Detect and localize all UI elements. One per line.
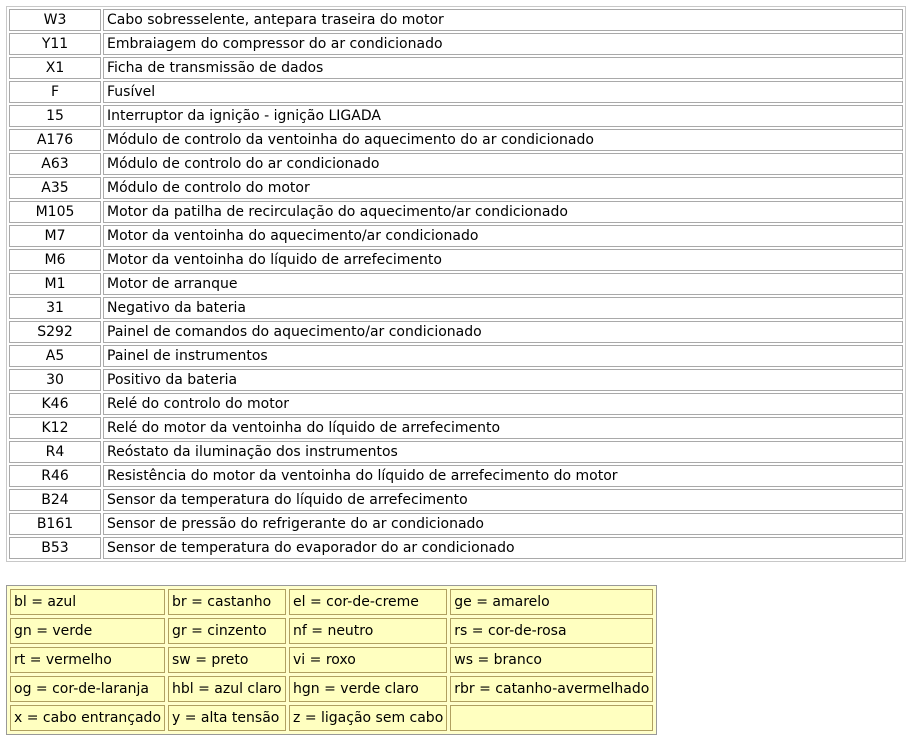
table-row (9, 441, 903, 463)
table-row (9, 9, 903, 31)
legend-row (10, 705, 653, 731)
component-description: Módulo de controlo do ar condicionado (103, 153, 903, 175)
component-code: M7 (9, 225, 101, 247)
table-row (9, 321, 903, 343)
legend-cell: rbr = catanho-avermelhado (450, 676, 653, 702)
table-row (9, 345, 903, 367)
component-description: Motor de arranque (103, 273, 903, 295)
legend-cell: rt = vermelho (10, 647, 165, 673)
component-description: Cabo sobresselente, antepara traseira do motor (103, 9, 903, 31)
table-row (9, 225, 903, 247)
component-code: A5 (9, 345, 101, 367)
component-code: M6 (9, 249, 101, 271)
component-code: B24 (9, 489, 101, 511)
legend-cell: gn = verde (10, 618, 165, 644)
component-code: R4 (9, 441, 101, 463)
legend-row (10, 589, 653, 615)
legend-body (10, 589, 653, 731)
component-description: Painel de instrumentos (103, 345, 903, 367)
component-code: A176 (9, 129, 101, 151)
table-row (9, 33, 903, 55)
component-description: Fusível (103, 81, 903, 103)
component-description: Positivo da bateria (103, 369, 903, 391)
component-code: F (9, 81, 101, 103)
legend-cell: hgn = verde claro (289, 676, 447, 702)
component-description: Módulo de controlo da ventoinha do aquecimento do ar condicionado (103, 129, 903, 151)
table-row (9, 57, 903, 79)
component-code: X1 (9, 57, 101, 79)
component-description: Motor da ventoinha do aquecimento/ar condicionado (103, 225, 903, 247)
legend-cell: ge = amarelo (450, 589, 653, 615)
table-row (9, 393, 903, 415)
component-description: Resistência do motor da ventoinha do líquido de arrefecimento do motor (103, 465, 903, 487)
legend-cell: og = cor-de-laranja (10, 676, 165, 702)
table-row (9, 537, 903, 559)
legend-row (10, 647, 653, 673)
table-row (9, 201, 903, 223)
table-row (9, 153, 903, 175)
legend-cell: vi = roxo (289, 647, 447, 673)
legend-cell: hbl = azul claro (168, 676, 286, 702)
component-description: Negativo da bateria (103, 297, 903, 319)
component-description: Motor da patilha de recirculação do aquecimento/ar condicionado (103, 201, 903, 223)
component-code: M105 (9, 201, 101, 223)
component-description: Painel de comandos do aquecimento/ar condicionado (103, 321, 903, 343)
component-description: Motor da ventoinha do líquido de arrefecimento (103, 249, 903, 271)
table-row (9, 297, 903, 319)
component-code: S292 (9, 321, 101, 343)
component-description: Módulo de controlo do motor (103, 177, 903, 199)
component-description: Sensor da temperatura do líquido de arrefecimento (103, 489, 903, 511)
component-code: K46 (9, 393, 101, 415)
legend-cell: rs = cor-de-rosa (450, 618, 653, 644)
legend-cell: bl = azul (10, 589, 165, 615)
component-code: B161 (9, 513, 101, 535)
component-description: Embraiagem do compressor do ar condicionado (103, 33, 903, 55)
legend-cell: sw = preto (168, 647, 286, 673)
table-row (9, 417, 903, 439)
table-row (9, 513, 903, 535)
table-row (9, 249, 903, 271)
table-row (9, 177, 903, 199)
component-code: 31 (9, 297, 101, 319)
component-description: Reóstato da iluminação dos instrumentos (103, 441, 903, 463)
component-code: K12 (9, 417, 101, 439)
table-row (9, 105, 903, 127)
table-row (9, 81, 903, 103)
component-description: Ficha de transmissão de dados (103, 57, 903, 79)
component-description: Relé do motor da ventoinha do líquido de arrefecimento (103, 417, 903, 439)
table-row (9, 489, 903, 511)
wire-color-legend (6, 585, 657, 735)
component-description: Relé do controlo do motor (103, 393, 903, 415)
table-row (9, 273, 903, 295)
component-code: W3 (9, 9, 101, 31)
component-table-body (9, 9, 903, 559)
table-row (9, 129, 903, 151)
component-description: Sensor de temperatura do evaporador do ar condicionado (103, 537, 903, 559)
component-code: A35 (9, 177, 101, 199)
legend-cell: z = ligação sem cabo (289, 705, 447, 731)
component-code: M1 (9, 273, 101, 295)
component-code: R46 (9, 465, 101, 487)
component-code: 30 (9, 369, 101, 391)
component-description: Sensor de pressão do refrigerante do ar condicionado (103, 513, 903, 535)
legend-cell: y = alta tensão (168, 705, 286, 731)
legend-cell: el = cor-de-creme (289, 589, 447, 615)
component-code: Y11 (9, 33, 101, 55)
table-row (9, 465, 903, 487)
component-code: 15 (9, 105, 101, 127)
legend-row (10, 618, 653, 644)
legend-cell-empty (450, 705, 653, 731)
component-code: B53 (9, 537, 101, 559)
legend-cell: br = castanho (168, 589, 286, 615)
legend-cell: gr = cinzento (168, 618, 286, 644)
legend-cell: x = cabo entrançado (10, 705, 165, 731)
component-description: Interruptor da ignição - ignição LIGADA (103, 105, 903, 127)
legend-cell: nf = neutro (289, 618, 447, 644)
legend-row (10, 676, 653, 702)
table-row (9, 369, 903, 391)
legend-cell: ws = branco (450, 647, 653, 673)
component-table (6, 6, 906, 562)
component-code: A63 (9, 153, 101, 175)
